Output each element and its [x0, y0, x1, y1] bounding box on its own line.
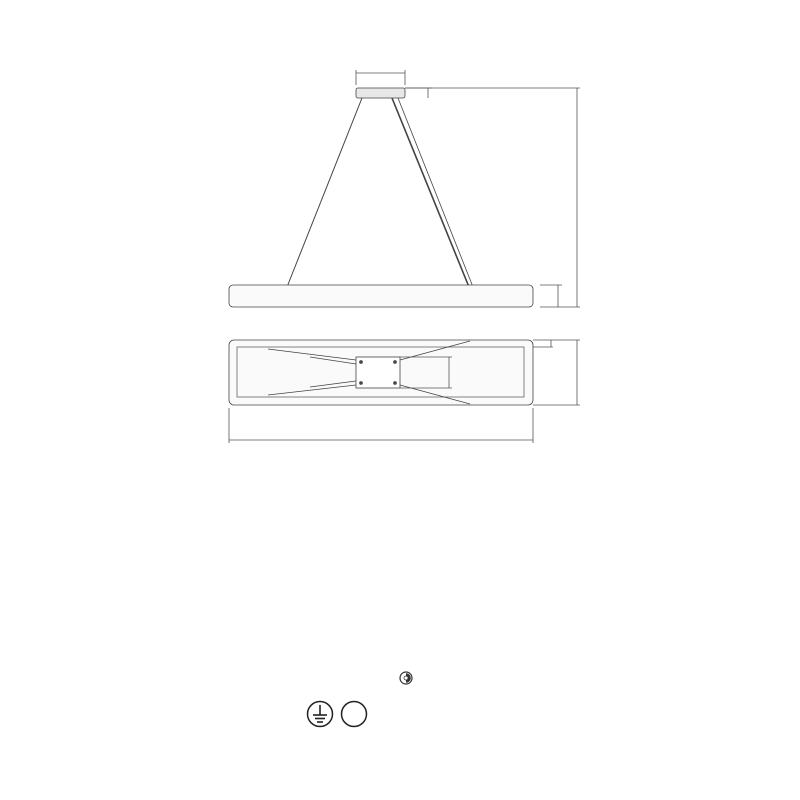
protection-class-icon: [306, 700, 334, 728]
spec-row-flux-led: [272, 608, 632, 629]
spec-row-flux-system: [272, 629, 632, 650]
spec-value: [399, 671, 413, 688]
spec-row-color-temperature: [272, 588, 632, 609]
spec-row-cri: [272, 649, 632, 670]
spec-row-input: [272, 567, 632, 588]
lamp-body-front: [229, 285, 533, 307]
dimmable-icon: [399, 671, 413, 685]
ip20-icon: [340, 700, 368, 728]
art-label: [272, 486, 632, 502]
spec-sheet: [272, 486, 632, 690]
spec-row-power: [272, 547, 632, 568]
art-name: [272, 504, 632, 526]
spec-row-dimmable: [272, 670, 632, 691]
suspension-wire-right: [392, 98, 469, 287]
spec-row-led-type: [272, 526, 632, 547]
suspension-wire-left: [287, 98, 362, 287]
canopy: [356, 88, 405, 98]
